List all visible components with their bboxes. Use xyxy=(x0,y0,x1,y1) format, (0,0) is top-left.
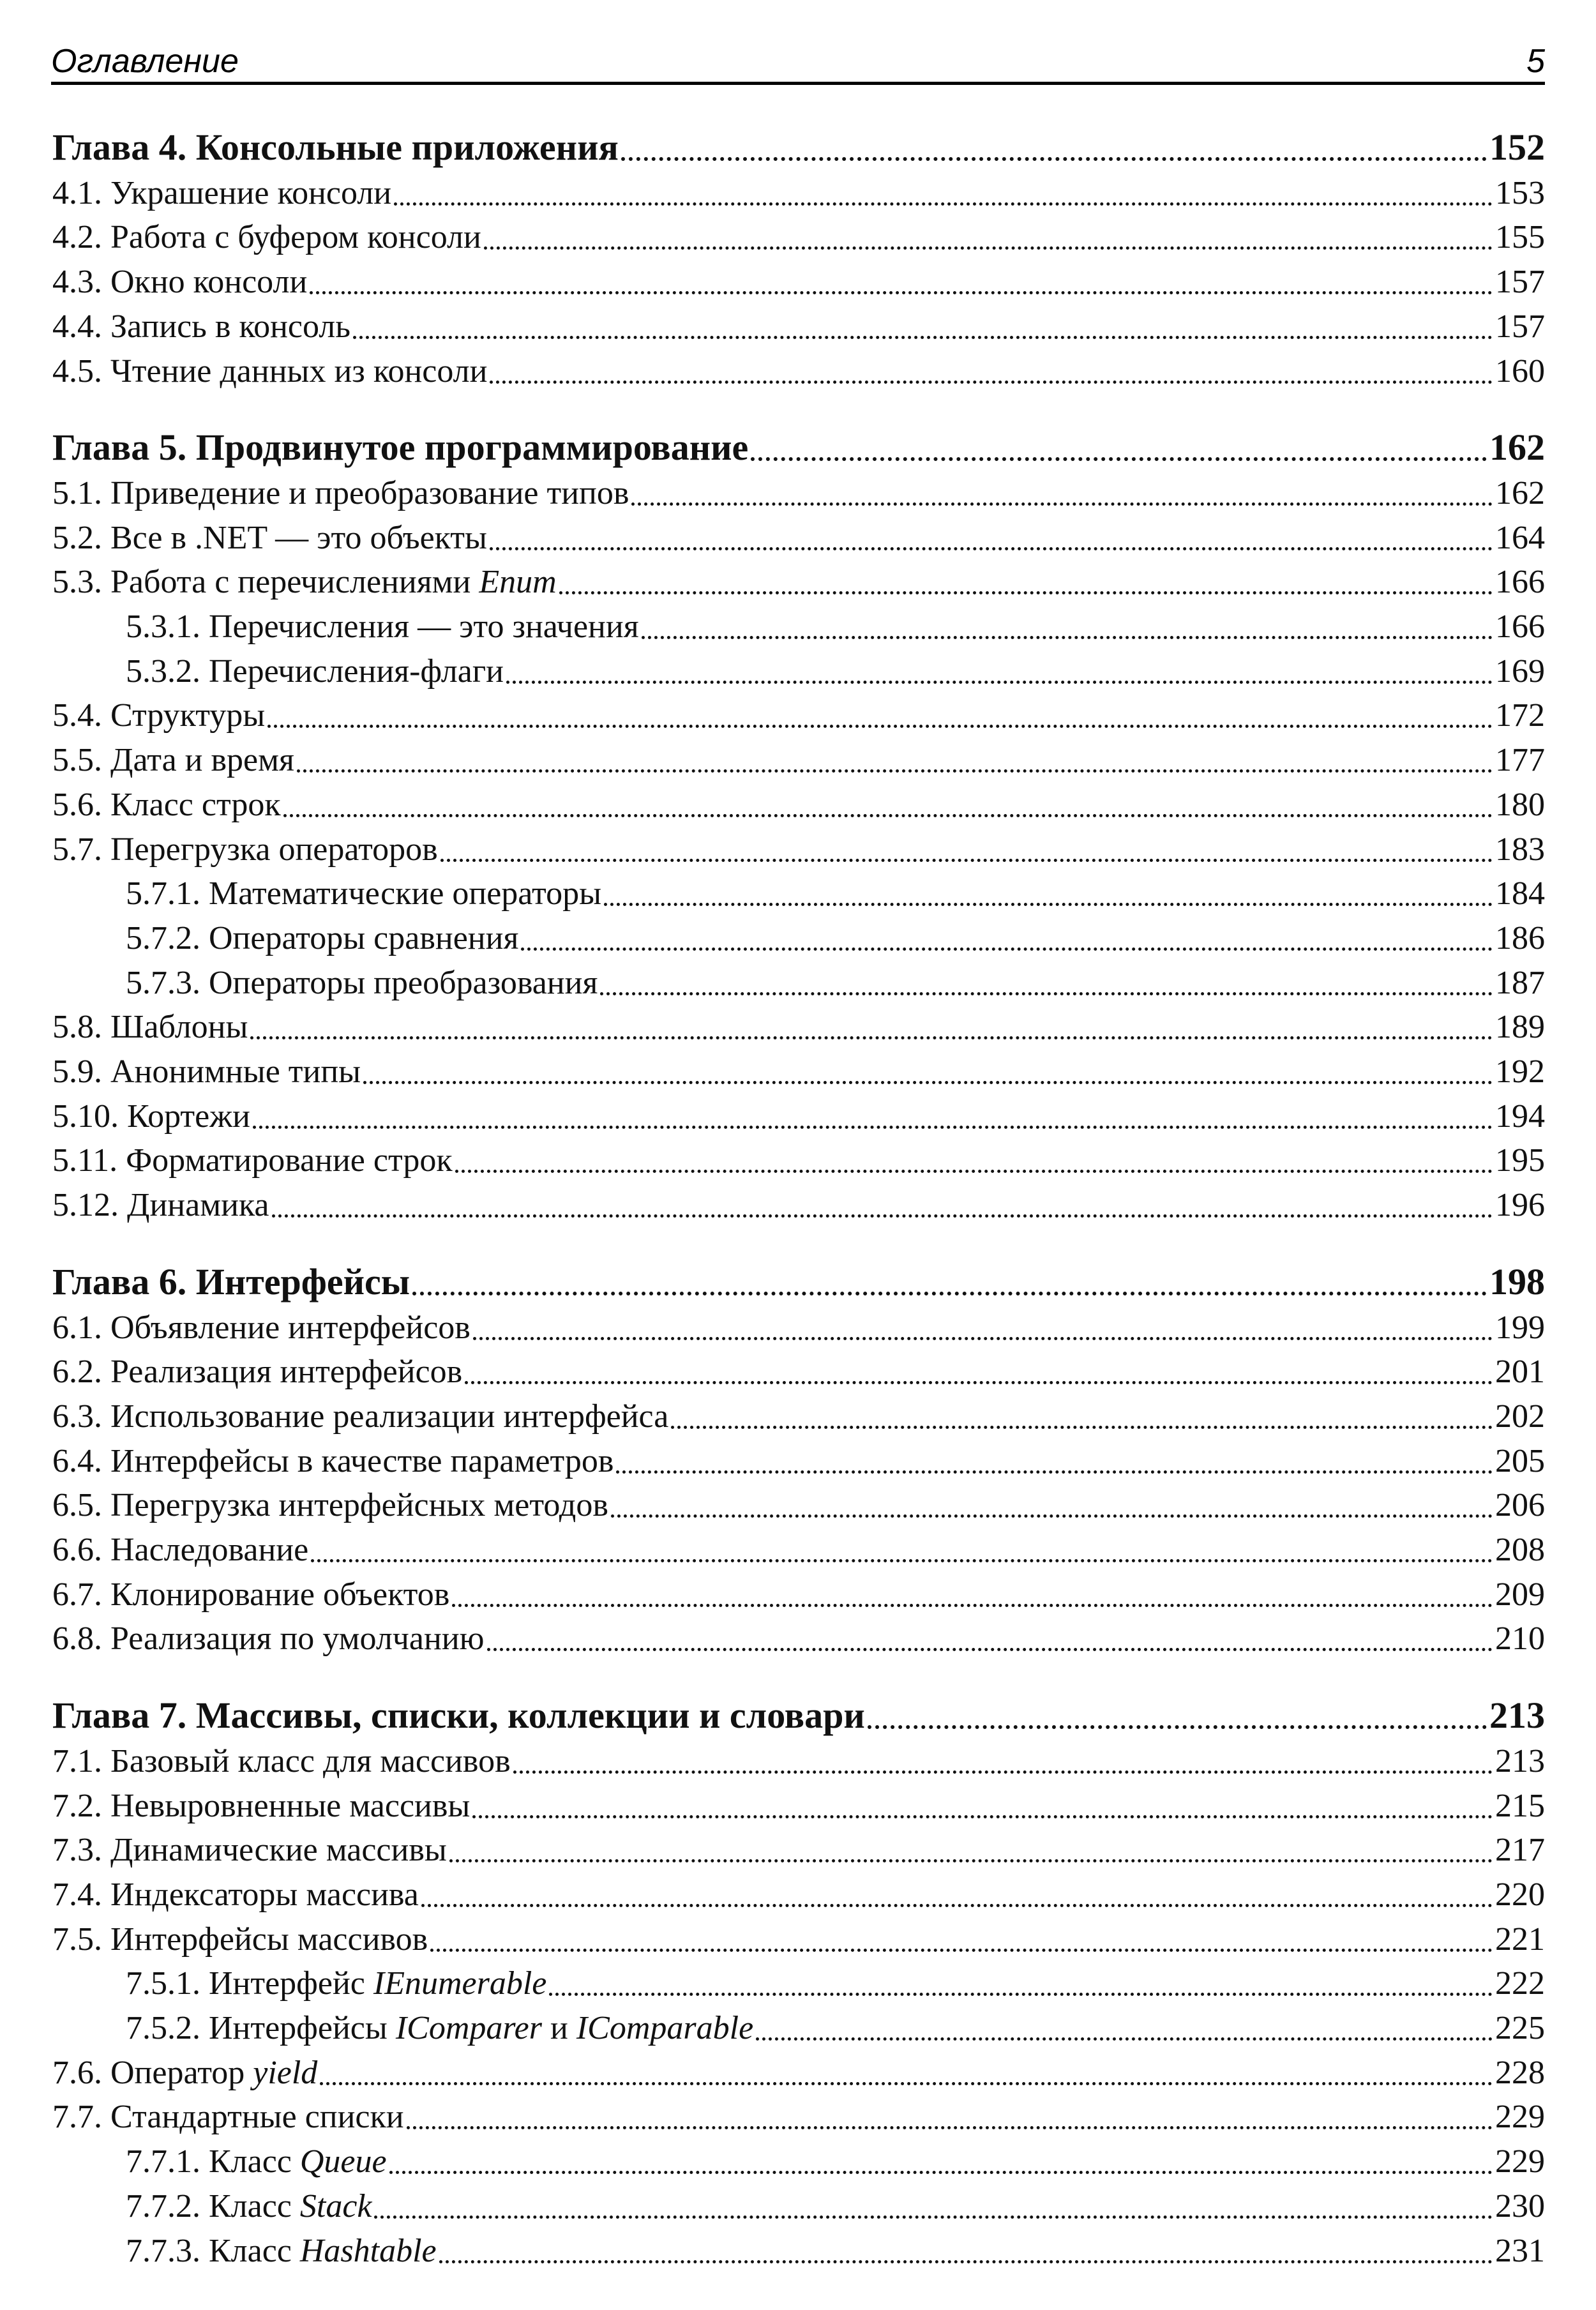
entry-page-number: 180 xyxy=(1495,786,1545,823)
toc-section-entry xyxy=(52,1740,1545,1783)
dot-leader xyxy=(671,1426,1493,1429)
entry-title xyxy=(126,917,518,960)
toc-section-entry xyxy=(52,1307,1545,1349)
toc-chapter-entry xyxy=(52,1258,1545,1306)
dot-leader xyxy=(297,769,1493,773)
dot-leader xyxy=(407,2126,1493,2129)
entry-page-number: 183 xyxy=(1495,831,1545,868)
entry-title-text: 4.5. Чтение данных из консоли xyxy=(52,352,488,389)
dot-leader xyxy=(487,1648,1493,1651)
dot-leader xyxy=(267,725,1493,728)
toc-section-entry xyxy=(52,1096,1545,1138)
entry-title xyxy=(126,606,639,648)
entry-title xyxy=(52,1574,449,1616)
dot-leader xyxy=(506,681,1493,684)
dot-leader xyxy=(521,947,1493,951)
entry-title xyxy=(52,172,391,215)
dot-leader xyxy=(756,2037,1493,2041)
toc-section-entry xyxy=(126,917,1545,960)
entry-title xyxy=(52,2096,404,2138)
entry-title xyxy=(52,1785,470,1827)
dot-leader xyxy=(250,1036,1493,1039)
entry-title-text: 5.2. Все в .NET — это объекты xyxy=(52,519,487,556)
entry-page-number: 177 xyxy=(1495,742,1545,779)
toc-chapter-entry xyxy=(52,1692,1545,1739)
entry-title-text: 5.3.2. Перечисления-флаги xyxy=(126,653,504,690)
dot-leader xyxy=(440,859,1493,862)
dot-leader xyxy=(455,1170,1493,1173)
entry-title xyxy=(52,124,619,171)
entry-title-text: 5.3.1. Перечисления — это значения xyxy=(126,608,639,645)
running-header xyxy=(51,33,1545,85)
entry-title xyxy=(126,2141,387,2183)
entry-title-text: 4.1. Украшение консоли xyxy=(52,174,392,211)
dot-leader xyxy=(439,2260,1493,2263)
entry-title-text: 6.1. Объявление интерфейсов xyxy=(52,1309,471,1346)
dot-leader xyxy=(363,1081,1493,1084)
dot-leader xyxy=(604,903,1493,906)
entry-title-text: 7.2. Невыровненные массивы xyxy=(52,1787,471,1824)
dot-leader xyxy=(389,2171,1493,2174)
header-title: Оглавление xyxy=(51,43,239,80)
toc-section-entry xyxy=(52,1618,1545,1660)
entry-title xyxy=(52,1006,248,1048)
entry-title-text: 6.3. Использование реализации интерфейса xyxy=(52,1398,669,1435)
entry-page-number: 160 xyxy=(1495,352,1545,389)
dot-leader xyxy=(490,547,1493,550)
toc-section-entry xyxy=(52,172,1545,215)
entry-page-number: 205 xyxy=(1495,1442,1545,1479)
entry-title xyxy=(52,784,281,826)
dot-leader xyxy=(449,1859,1493,1862)
entry-title-text: 5.5. Дата и время xyxy=(52,742,294,779)
dot-leader xyxy=(452,1604,1493,1607)
dot-leader xyxy=(490,381,1493,384)
entry-title xyxy=(52,517,487,559)
toc-section-entry xyxy=(52,1396,1545,1438)
entry-page-number: 186 xyxy=(1495,919,1545,956)
toc-section-entry xyxy=(52,1351,1545,1393)
entry-page-number: 196 xyxy=(1495,1187,1545,1224)
dot-leader xyxy=(549,1993,1493,1996)
entry-title-text: 4.2. Работа с буфером консоли xyxy=(52,219,481,256)
entry-title xyxy=(126,2185,372,2228)
toc-section-entry xyxy=(52,1829,1545,1871)
dot-leader xyxy=(353,336,1493,339)
entry-page-number: 202 xyxy=(1495,1398,1545,1435)
entry-title xyxy=(52,2052,317,2094)
toc-section-entry xyxy=(52,1919,1545,1961)
entry-page-number: 206 xyxy=(1495,1487,1545,1524)
toc-chapter-entry xyxy=(52,424,1545,471)
toc-section-entry xyxy=(52,351,1545,393)
entry-title xyxy=(52,1919,428,1961)
entry-title-text: 6.6. Наследование xyxy=(52,1532,309,1568)
entry-page-number: 199 xyxy=(1495,1309,1545,1346)
entry-page-number: 225 xyxy=(1495,2010,1545,2046)
toc-section-entry xyxy=(52,261,1545,303)
dot-leader xyxy=(430,1949,1493,1952)
toc-section-entry xyxy=(52,517,1545,559)
entry-title xyxy=(52,695,265,737)
entry-title-text: 7.3. Динамические массивы xyxy=(52,1832,447,1869)
entry-title-text: 6.7. Клонирование объектов xyxy=(52,1576,450,1613)
entry-title-text: Глава 6. Интерфейсы xyxy=(52,1260,410,1302)
entry-title-text: 5.1. Приведение и преобразование типов xyxy=(52,474,629,511)
entry-title-text: 5.7.1. Математические операторы xyxy=(126,875,602,912)
toc-section-entry xyxy=(52,1874,1545,1916)
entry-title-text: Глава 5. Продвинутое программирование xyxy=(52,427,749,469)
dot-leader xyxy=(465,1381,1493,1384)
toc-section-entry xyxy=(126,606,1545,648)
entry-title xyxy=(52,829,438,871)
dot-leader xyxy=(412,1292,1487,1295)
entry-title-text: 5.12. Динамика xyxy=(52,1187,269,1224)
entry-title xyxy=(52,1351,462,1393)
entry-title-text: 7.1. Базовый класс для массивов xyxy=(52,1742,511,1779)
dot-leader xyxy=(421,1904,1493,1907)
toc-section-entry xyxy=(52,829,1545,871)
entry-page-number: 220 xyxy=(1495,1876,1545,1913)
entry-title-text: 7.7. Стандартные списки xyxy=(52,2099,404,2136)
entry-title-text: 5.9. Анонимные типы xyxy=(52,1053,361,1090)
dot-leader xyxy=(394,202,1493,206)
entry-title xyxy=(52,1692,865,1739)
entry-page-number: 195 xyxy=(1495,1142,1545,1179)
entry-title-text: Глава 4. Консольные приложения xyxy=(52,126,619,168)
header-page-number: 5 xyxy=(1526,43,1545,80)
entry-title xyxy=(52,1258,410,1306)
entry-title xyxy=(52,1440,614,1483)
entry-title xyxy=(52,1484,608,1527)
entry-page-number: 222 xyxy=(1495,1965,1545,2002)
toc-section-entry xyxy=(52,472,1545,515)
dot-leader xyxy=(310,291,1493,294)
entry-page-number: 228 xyxy=(1495,2054,1545,2091)
entry-title xyxy=(52,739,294,781)
entry-page-number: 210 xyxy=(1495,1620,1545,1657)
dot-leader xyxy=(868,1725,1487,1729)
entry-title-text: 5.10. Кортежи xyxy=(52,1098,250,1135)
entry-title-text: 6.2. Реализация интерфейсов xyxy=(52,1354,463,1391)
toc-section-entry xyxy=(52,739,1545,781)
entry-page-number: 189 xyxy=(1495,1009,1545,1046)
entry-title-text: 4.3. Окно консоли xyxy=(52,264,308,301)
entry-title xyxy=(126,651,504,693)
dot-leader xyxy=(611,1514,1493,1518)
entry-title-text: 7.7.1. Класс xyxy=(126,2143,300,2180)
entry-title xyxy=(52,1096,250,1138)
entry-title-text: и xyxy=(542,2010,576,2046)
entry-page-number: 194 xyxy=(1495,1098,1545,1135)
entry-title xyxy=(52,1307,471,1349)
toc-section-entry xyxy=(52,1006,1545,1048)
entry-page-number: 201 xyxy=(1495,1354,1545,1391)
entry-title xyxy=(52,1874,419,1916)
entry-page-number: 184 xyxy=(1495,875,1545,912)
dot-leader xyxy=(253,1126,1493,1129)
entry-title xyxy=(126,962,598,1004)
dot-leader xyxy=(374,2216,1493,2219)
entry-title xyxy=(52,561,557,603)
entry-title xyxy=(52,1051,361,1093)
entry-title-text: 6.5. Перегрузка интерфейсных методов xyxy=(52,1487,608,1524)
entry-page-number: 215 xyxy=(1495,1787,1545,1824)
entry-title-italic: yield xyxy=(253,2054,318,2091)
entry-title xyxy=(52,351,487,393)
entry-page-number: 152 xyxy=(1489,126,1545,168)
entry-page-number: 192 xyxy=(1495,1053,1545,1090)
entry-page-number: 164 xyxy=(1495,519,1545,556)
entry-title xyxy=(52,424,748,471)
dot-leader xyxy=(311,1559,1493,1562)
entry-page-number: 157 xyxy=(1495,308,1545,345)
entry-title xyxy=(52,1829,447,1871)
entry-page-number: 198 xyxy=(1489,1260,1545,1302)
entry-title-text: 7.7.3. Класс xyxy=(126,2232,300,2269)
entry-page-number: 162 xyxy=(1495,474,1545,511)
dot-leader xyxy=(473,1337,1493,1340)
toc-section-entry xyxy=(52,1140,1545,1182)
entry-page-number: 229 xyxy=(1495,2099,1545,2136)
entry-page-number: 166 xyxy=(1495,564,1545,601)
toc-section-entry xyxy=(52,784,1545,826)
toc-section-entry xyxy=(52,1529,1545,1571)
entry-title-text: 7.5.2. Интерфейсы xyxy=(126,2010,396,2046)
entry-title-italic: IComparable xyxy=(576,2010,754,2046)
toc-section-entry xyxy=(52,1484,1545,1527)
toc-section-entry xyxy=(52,2052,1545,2094)
entry-page-number: 153 xyxy=(1495,174,1545,211)
entry-title-text: 7.5.1. Интерфейс xyxy=(126,1965,373,2002)
toc-section-entry xyxy=(52,1051,1545,1093)
entry-page-number: 187 xyxy=(1495,964,1545,1001)
dot-leader xyxy=(631,502,1493,506)
entry-title xyxy=(52,261,307,303)
toc-section-entry xyxy=(126,1963,1545,2005)
toc-section-entry xyxy=(52,1440,1545,1483)
entry-title xyxy=(52,216,481,259)
entry-title-text: 6.8. Реализация по умолчанию xyxy=(52,1620,485,1657)
entry-title-text: 4.4. Запись в консоль xyxy=(52,308,350,345)
dot-leader xyxy=(751,457,1487,461)
dot-leader xyxy=(559,591,1493,594)
toc-chapter-entry xyxy=(52,124,1545,171)
dot-leader xyxy=(484,246,1493,250)
toc-section-entry xyxy=(126,962,1545,1004)
entry-title xyxy=(126,1963,546,2005)
entry-page-number: 230 xyxy=(1495,2187,1545,2224)
entry-title-text: 5.11. Форматирование строк xyxy=(52,1142,453,1179)
entry-title xyxy=(52,1396,668,1438)
dot-leader xyxy=(513,1770,1493,1774)
dot-leader xyxy=(642,636,1493,639)
dot-leader xyxy=(283,814,1493,817)
entry-title xyxy=(52,306,350,348)
toc-section-entry xyxy=(52,561,1545,603)
entry-title xyxy=(52,1529,308,1571)
entry-title xyxy=(126,2230,437,2272)
entry-page-number: 162 xyxy=(1489,427,1545,469)
dot-leader xyxy=(600,992,1493,995)
entry-title-text: Глава 7. Массивы, списки, коллекции и словари xyxy=(52,1695,865,1737)
dot-leader xyxy=(272,1214,1493,1218)
entry-page-number: 172 xyxy=(1495,697,1545,734)
toc-section-entry xyxy=(52,216,1545,259)
entry-title-text: 5.3. Работа с перечислениями xyxy=(52,564,479,601)
dot-leader xyxy=(472,1815,1493,1818)
entry-page-number: 231 xyxy=(1495,2232,1545,2269)
entry-title-italic: IEnumerable xyxy=(373,1965,547,2002)
entry-title-text: 7.6. Оператор xyxy=(52,2054,253,2091)
entry-page-number: 213 xyxy=(1495,1742,1545,1779)
entry-title xyxy=(126,2007,753,2050)
entry-title xyxy=(126,873,601,915)
toc-section-entry xyxy=(126,2185,1545,2228)
entry-title-text: 5.7. Перегрузка операторов xyxy=(52,831,438,868)
entry-page-number: 166 xyxy=(1495,608,1545,645)
dot-leader xyxy=(320,2082,1493,2085)
entry-page-number: 208 xyxy=(1495,1532,1545,1568)
entry-title-text: 5.4. Структуры xyxy=(52,697,266,734)
entry-title-italic: IComparer xyxy=(395,2010,542,2046)
entry-title-text: 7.4. Индексаторы массива xyxy=(52,1876,419,1913)
entry-title-text: 5.7.3. Операторы преобразования xyxy=(126,964,598,1001)
entry-title-text: 5.6. Класс строк xyxy=(52,786,281,823)
entry-title-text: 7.7.2. Класс xyxy=(126,2187,300,2224)
dot-leader xyxy=(621,157,1487,161)
toc-section-entry xyxy=(126,651,1545,693)
entry-title-italic: Hashtable xyxy=(299,2232,437,2269)
entry-title xyxy=(52,1618,485,1660)
toc-section-entry xyxy=(52,695,1545,737)
entry-title-text: 6.4. Интерфейсы в качестве параметров xyxy=(52,1442,614,1479)
entry-title-text: 5.8. Шаблоны xyxy=(52,1009,248,1046)
entry-page-number: 213 xyxy=(1489,1695,1545,1737)
dot-leader xyxy=(616,1470,1493,1474)
toc-section-entry xyxy=(126,2230,1545,2272)
entry-title xyxy=(52,472,629,515)
toc-section-entry xyxy=(52,1785,1545,1827)
entry-title-italic: Stack xyxy=(299,2187,372,2224)
toc-section-entry xyxy=(52,2096,1545,2138)
entry-title-italic: Queue xyxy=(299,2143,387,2180)
entry-page-number: 221 xyxy=(1495,1921,1545,1958)
toc-section-entry xyxy=(126,2141,1545,2183)
toc-section-entry xyxy=(52,306,1545,348)
entry-page-number: 217 xyxy=(1495,1832,1545,1869)
toc-section-entry xyxy=(126,873,1545,915)
entry-page-number: 157 xyxy=(1495,264,1545,301)
entry-page-number: 229 xyxy=(1495,2143,1545,2180)
entry-title-text: 7.5. Интерфейсы массивов xyxy=(52,1921,428,1958)
entry-title xyxy=(52,1184,269,1227)
toc-section-entry xyxy=(126,2007,1545,2050)
toc-section-entry xyxy=(52,1184,1545,1227)
toc-section-entry xyxy=(52,1574,1545,1616)
entry-title-italic: Enum xyxy=(479,564,557,601)
entry-title xyxy=(52,1740,511,1783)
entry-page-number: 209 xyxy=(1495,1576,1545,1613)
entry-title xyxy=(52,1140,453,1182)
entry-title-text: 5.7.2. Операторы сравнения xyxy=(126,919,519,956)
entry-page-number: 155 xyxy=(1495,219,1545,256)
entry-page-number: 169 xyxy=(1495,653,1545,690)
